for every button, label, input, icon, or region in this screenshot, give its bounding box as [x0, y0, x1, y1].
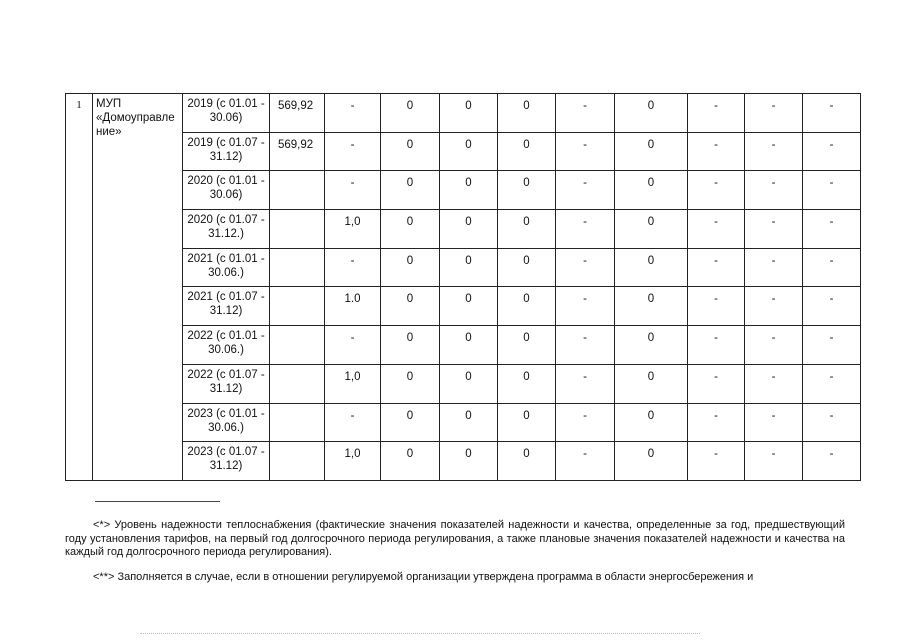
period-cell — [183, 326, 270, 365]
period-line: 31.12.) — [208, 228, 244, 241]
value-cell-2: 1,0 — [325, 364, 381, 403]
value-cell-1 — [270, 403, 325, 442]
value-cell-9: - — [745, 171, 803, 210]
value-cell-9: - — [745, 132, 803, 171]
period-line: 2023 (с 01.07 - — [187, 446, 265, 459]
value-cell-8: - — [688, 248, 745, 287]
value-cell-5: 0 — [498, 364, 556, 403]
period-line: 2021 (с 01.07 - — [187, 291, 265, 304]
table-body — [66, 94, 861, 481]
table-row — [66, 442, 861, 481]
organization-line: ние» — [96, 126, 122, 138]
value-cell-7: 0 — [615, 94, 688, 133]
value-cell-7: 0 — [615, 132, 688, 171]
value-cell-3: 0 — [381, 210, 440, 249]
period-line: 2022 (с 01.07 - — [187, 368, 265, 381]
value-cell-10: - — [803, 210, 861, 249]
value-cell-5: 0 — [498, 326, 556, 365]
value-cell-7: 0 — [615, 210, 688, 249]
table-row — [66, 287, 861, 326]
value-cell-6: - — [556, 442, 615, 481]
period-cell — [183, 210, 270, 249]
value-cell-8: - — [688, 287, 745, 326]
table-row — [66, 248, 861, 287]
period-cell — [183, 287, 270, 326]
period-line: 2021 (с 01.01 - — [187, 252, 265, 265]
period-line: 30.06.) — [208, 266, 244, 279]
value-cell-1: 569,92 — [270, 132, 325, 171]
value-cell-5: 0 — [498, 248, 556, 287]
row-number-cell: 1 — [66, 94, 93, 481]
organization-line: МУП — [96, 98, 122, 110]
value-cell-6: - — [556, 248, 615, 287]
value-cell-2: 1,0 — [325, 442, 381, 481]
value-cell-3: 0 — [381, 442, 440, 481]
value-cell-6: - — [556, 287, 615, 326]
value-cell-8: - — [688, 403, 745, 442]
period-line: 30.06.) — [208, 344, 244, 357]
value-cell-1: 569,92 — [270, 94, 325, 133]
period-cell — [183, 171, 270, 210]
value-cell-9: - — [745, 248, 803, 287]
value-cell-9: - — [745, 287, 803, 326]
value-cell-6: - — [556, 364, 615, 403]
value-cell-2: - — [325, 132, 381, 171]
value-cell-6: - — [556, 210, 615, 249]
table-row — [66, 94, 861, 133]
period-line: 30.06) — [209, 189, 243, 202]
period-line: 30.06.) — [208, 421, 244, 434]
value-cell-4: 0 — [440, 248, 498, 287]
organization-cell — [93, 94, 183, 481]
value-cell-4: 0 — [440, 287, 498, 326]
value-cell-2: 1.0 — [325, 287, 381, 326]
value-cell-3: 0 — [381, 364, 440, 403]
value-cell-1 — [270, 326, 325, 365]
value-cell-6: - — [556, 326, 615, 365]
organization-line: «Домоуправле — [96, 112, 175, 124]
period-cell — [183, 364, 270, 403]
value-cell-7: 0 — [615, 326, 688, 365]
value-cell-7: 0 — [615, 403, 688, 442]
value-cell-5: 0 — [498, 403, 556, 442]
value-cell-4: 0 — [440, 326, 498, 365]
value-cell-5: 0 — [498, 94, 556, 133]
value-cell-8: - — [688, 326, 745, 365]
period-line: 2022 (с 01.01 - — [187, 330, 265, 343]
value-cell-8: - — [688, 210, 745, 249]
table-row — [66, 326, 861, 365]
value-cell-7: 0 — [615, 442, 688, 481]
table-row — [66, 132, 861, 171]
value-cell-4: 0 — [440, 210, 498, 249]
value-cell-3: 0 — [381, 403, 440, 442]
value-cell-4: 0 — [440, 171, 498, 210]
period-cell — [183, 442, 270, 481]
table-row — [66, 364, 861, 403]
value-cell-6: - — [556, 403, 615, 442]
value-cell-3: 0 — [381, 94, 440, 133]
table-row — [66, 171, 861, 210]
tariff-table — [65, 93, 861, 481]
value-cell-4: 0 — [440, 403, 498, 442]
value-cell-9: - — [745, 210, 803, 249]
period-line: 2019 (с 01.01 - — [187, 98, 265, 110]
value-cell-9: - — [745, 326, 803, 365]
period-line: 31.12) — [209, 460, 243, 473]
period-line: 31.12) — [209, 150, 243, 163]
value-cell-3: 0 — [381, 248, 440, 287]
table-row — [66, 403, 861, 442]
value-cell-1 — [270, 442, 325, 481]
value-cell-1 — [270, 364, 325, 403]
period-cell — [183, 132, 270, 171]
footnote-1: <*> Уровень надежности теплоснабжения (фактические значения показателей надежности и качества, определенные за год, предшествующий году установления тарифов, на первый год долгосрочного периода регулирования, а также плановые значения показателей надежности и качества на каждый год долгосрочного периода регулирования). — [65, 519, 845, 559]
period-cell — [183, 248, 270, 287]
value-cell-5: 0 — [498, 442, 556, 481]
value-cell-10: - — [803, 403, 861, 442]
value-cell-6: - — [556, 132, 615, 171]
value-cell-5: 0 — [498, 171, 556, 210]
value-cell-2: - — [325, 326, 381, 365]
footnote-divider — [95, 501, 220, 502]
value-cell-10: - — [803, 132, 861, 171]
table-row — [66, 210, 861, 249]
value-cell-3: 0 — [381, 326, 440, 365]
value-cell-9: - — [745, 364, 803, 403]
value-cell-7: 0 — [615, 248, 688, 287]
value-cell-10: - — [803, 287, 861, 326]
value-cell-5: 0 — [498, 287, 556, 326]
footnote-2: <**> Заполняется в случае, если в отношении регулируемой организации утверждена программа в области энергосбережения и — [93, 571, 754, 583]
value-cell-7: 0 — [615, 171, 688, 210]
period-line: 2020 (с 01.07 - — [187, 214, 265, 227]
value-cell-4: 0 — [440, 442, 498, 481]
value-cell-1 — [270, 287, 325, 326]
value-cell-10: - — [803, 94, 861, 133]
value-cell-1 — [270, 171, 325, 210]
period-line: 2023 (с 01.01 - — [187, 407, 265, 420]
value-cell-8: - — [688, 171, 745, 210]
period-cell — [183, 94, 270, 133]
value-cell-9: - — [745, 403, 803, 442]
value-cell-7: 0 — [615, 364, 688, 403]
value-cell-10: - — [803, 364, 861, 403]
value-cell-3: 0 — [381, 171, 440, 210]
value-cell-2: - — [325, 171, 381, 210]
scan-artifact — [140, 633, 700, 635]
value-cell-3: 0 — [381, 132, 440, 171]
value-cell-10: - — [803, 171, 861, 210]
value-cell-2: - — [325, 403, 381, 442]
value-cell-3: 0 — [381, 287, 440, 326]
value-cell-2: - — [325, 94, 381, 133]
value-cell-10: - — [803, 442, 861, 481]
period-line: 31.12) — [209, 305, 243, 318]
value-cell-2: 1,0 — [325, 210, 381, 249]
period-cell — [183, 403, 270, 442]
value-cell-8: - — [688, 132, 745, 171]
value-cell-4: 0 — [440, 94, 498, 133]
value-cell-6: - — [556, 94, 615, 133]
value-cell-9: - — [745, 442, 803, 481]
period-line: 31.12) — [209, 382, 243, 395]
value-cell-9: - — [745, 94, 803, 133]
value-cell-6: - — [556, 171, 615, 210]
value-cell-1 — [270, 248, 325, 287]
value-cell-4: 0 — [440, 132, 498, 171]
value-cell-4: 0 — [440, 364, 498, 403]
value-cell-10: - — [803, 326, 861, 365]
value-cell-8: - — [688, 94, 745, 133]
period-line: 2020 (с 01.01 - — [187, 175, 265, 188]
value-cell-7: 0 — [615, 287, 688, 326]
value-cell-8: - — [688, 364, 745, 403]
value-cell-5: 0 — [498, 132, 556, 171]
value-cell-5: 0 — [498, 210, 556, 249]
period-line: 2019 (с 01.07 - — [187, 136, 265, 149]
value-cell-8: - — [688, 442, 745, 481]
period-line: 30.06) — [209, 112, 243, 124]
value-cell-10: - — [803, 248, 861, 287]
value-cell-2: - — [325, 248, 381, 287]
value-cell-1 — [270, 210, 325, 249]
